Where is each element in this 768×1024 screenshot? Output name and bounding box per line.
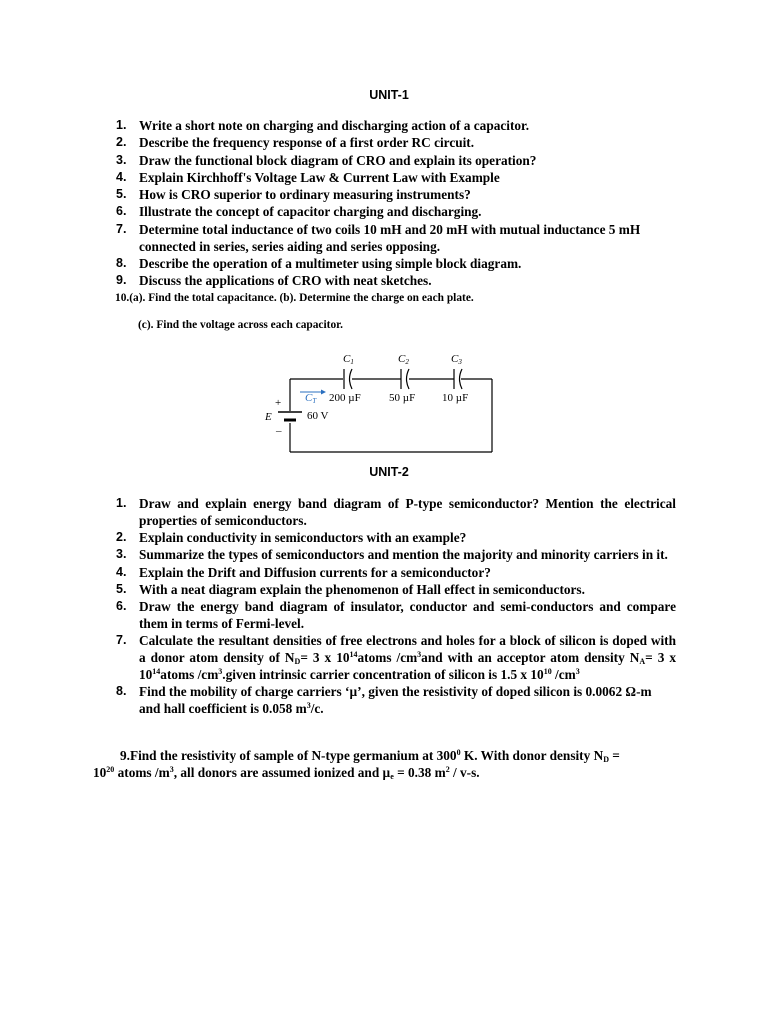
question-text: Write a short note on charging and discharging action of a capacitor. (139, 118, 530, 133)
question-number: 1. (116, 496, 127, 510)
list-item (116, 117, 676, 134)
c1-label: C1 (343, 353, 354, 366)
question-text: Explain Kirchhoff's Voltage Law & Current Law with Example (139, 169, 500, 185)
c3-value: 10 µF (442, 392, 469, 404)
list-item (116, 564, 676, 581)
question-text: Draw the energy band diagram of insulator, conductor and semi-conductors and compare them in terms of Fermi-level. (139, 598, 676, 631)
question-number: 6. (116, 204, 127, 219)
question-text: Draw the functional block diagram of CRO and explain its operation? (139, 152, 537, 168)
battery-plus: + (275, 397, 282, 409)
list-item (116, 683, 676, 717)
question-number: 1. (116, 118, 127, 132)
list-item (116, 186, 676, 203)
question-number: 5. (116, 581, 127, 596)
c2-value: 50 µF (389, 392, 416, 404)
list-item (116, 169, 676, 186)
question-number: 9. (116, 273, 127, 288)
list-item (116, 546, 676, 563)
list-item (116, 203, 676, 220)
unit2-heading: UNIT-2 (369, 465, 409, 479)
question-number: 4. (116, 169, 127, 184)
list-item (116, 152, 676, 169)
question-number: 7. (116, 221, 127, 236)
list-item (116, 632, 676, 683)
c1-value: 200 µF (329, 392, 361, 404)
question-text: Determine total inductance of two coils 10 mH and 20 mH with mutual inductance 5 mH connected in series, series aiding and series opposing. (139, 221, 641, 254)
list-item (116, 221, 676, 255)
list-item (116, 272, 676, 289)
question-10-parts-ab: 10.(a). Find the total capacitance. (b). Determine the charge on each plate. (115, 292, 474, 304)
question-text: Explain conductivity in semiconductors with an example? (139, 530, 467, 546)
question-number: 8. (116, 256, 127, 271)
unit2-question-list (116, 495, 676, 718)
question-number: 2. (116, 530, 127, 545)
list-item (116, 255, 676, 272)
capacitor-plate (407, 369, 410, 389)
list-item (116, 598, 676, 632)
question-text: With a neat diagram explain the phenomenon of Hall effect in semiconductors. (139, 581, 585, 597)
question-number: 6. (116, 598, 127, 613)
capacitor-circuit-diagram (255, 348, 500, 460)
question-text: Calculate the resultant densities of free electrons and holes for a block of silicon is doped with a donor atom density of $N_D= 3$ x $10^{14}atoms$ $/cm^3and$ with an acceptor atom density $N_A= 3$ x $10^{14}atoms$ $/cm^3.given$ intrinsic carrier concentration of silicon is 1.5 x $10^{10}$ $/cm^3$ (139, 633, 676, 683)
question-text: Describe the operation of a multimeter using simple block diagram. (139, 256, 522, 272)
list-item (116, 529, 676, 546)
list-item (116, 495, 676, 529)
source-value: 60 V (307, 410, 329, 422)
c2-label: C2 (398, 353, 409, 366)
question-number: 3. (116, 547, 127, 562)
question-text: Discuss the applications of CRO with neat sketches. (139, 273, 432, 289)
unit1-question-list (116, 117, 676, 290)
question-text: Describe the frequency response of a first order RC circuit. (139, 135, 475, 151)
question-number: 7. (116, 633, 127, 648)
unit1-heading: UNIT-1 (369, 88, 409, 102)
question-number: 2. (116, 135, 127, 150)
ct-arrow-head (321, 390, 326, 395)
source-label: E (265, 411, 272, 423)
question-number: 3. (116, 152, 127, 167)
question-number: 8. (116, 684, 127, 699)
question-text: How is CRO superior to ordinary measuring instruments? (139, 187, 471, 203)
battery-minus: – (276, 425, 282, 437)
question-text: Summarize the types of semiconductors and mention the majority and minority carriers in it. (139, 547, 668, 563)
ct-label: CT (305, 392, 317, 405)
question-number: 4. (116, 564, 127, 579)
list-item (116, 581, 676, 598)
c3-label: C3 (451, 353, 462, 366)
question-text: Draw and explain energy band diagram of P-type semiconductor? Mention the electrical properties of semiconductors. (139, 496, 676, 528)
capacitor-plate (350, 369, 353, 389)
question-number: 5. (116, 187, 127, 202)
question-10-part-c: (c). Find the voltage across each capacitor. (138, 319, 343, 331)
question-text: Explain the Drift and Diffusion currents for a semiconductor? (139, 564, 491, 580)
question-text: Illustrate the concept of capacitor charging and discharging. (139, 204, 482, 220)
unit2-question-9: 9.Find the resistivity of sample of N-type germanium at $300^0$ K. With donor density $N_D$ = $10^{20}$ atoms $/m^3$, all donors are assumed ionized and µ$_e$ = 0.38 $m^2 / v-s$. (93, 748, 620, 781)
question-text: Find the mobility of charge carriers ‘µ’, given the resistivity of doped silicon is 0.0062 Ω-m and hall coefficient is 0.058 $m^3/c$. (139, 684, 652, 717)
list-item (116, 134, 676, 151)
